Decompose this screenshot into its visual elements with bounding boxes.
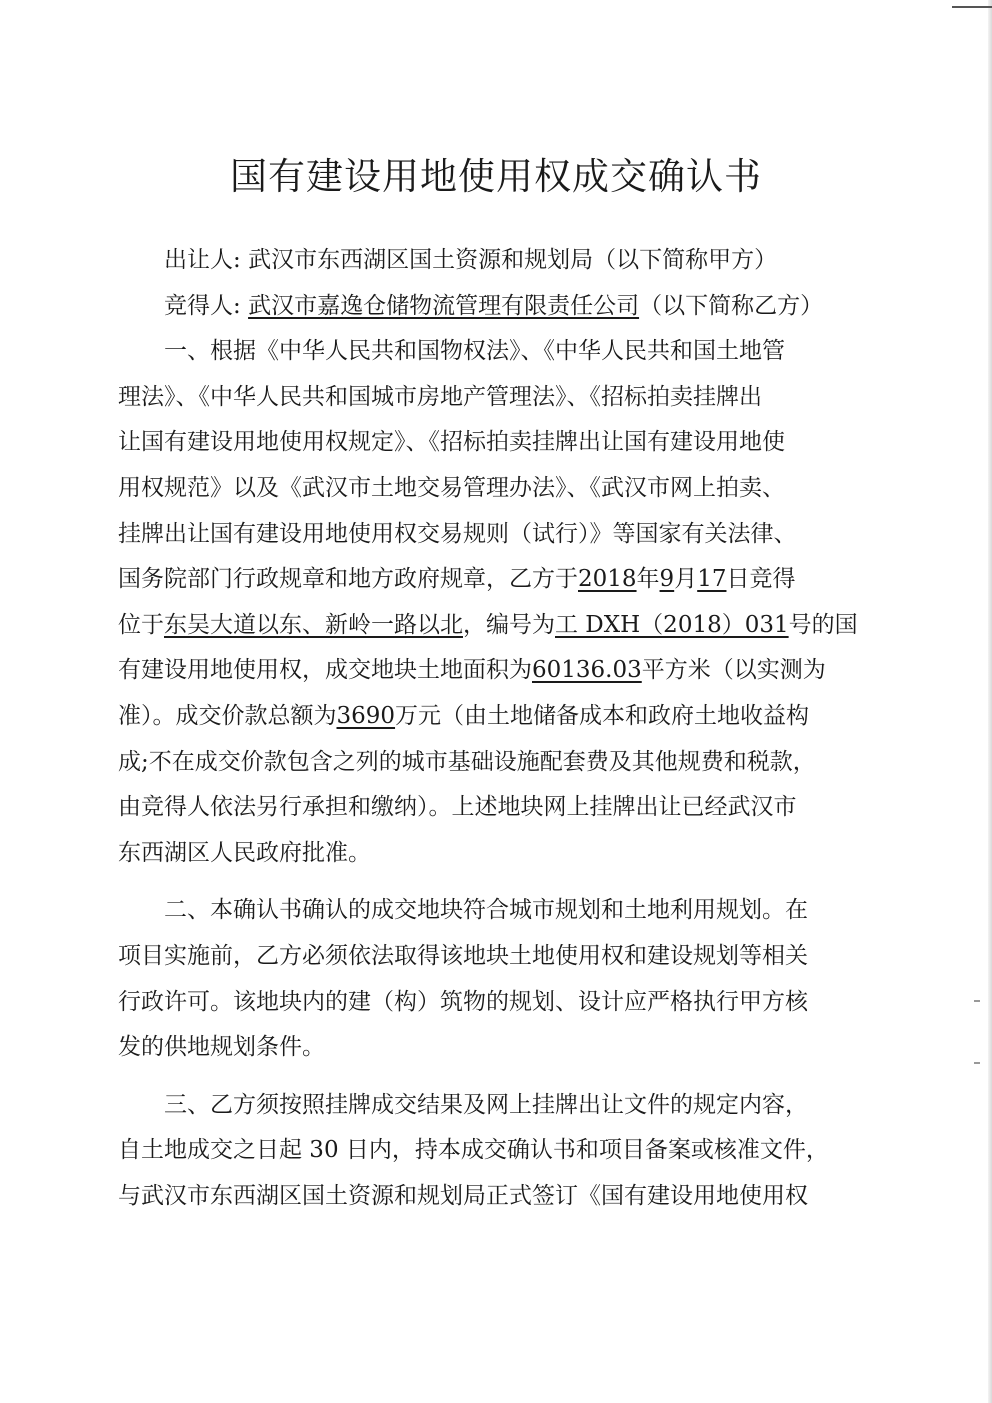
text-fragment: 准）。成交价款总额为 xyxy=(118,702,337,729)
section1-line: 用权规范》以及《武汉市土地交易管理办法》、《武汉市网上拍卖、 xyxy=(118,474,785,501)
transferor-line xyxy=(118,238,878,284)
parcel-location: 东吴大道以东、新岭一路以北 xyxy=(164,611,463,638)
deal-price: 3690 xyxy=(336,702,396,729)
section1-line: 一、根据《中华人民共和国物权法》、《中华人民共和国土地管 xyxy=(164,338,785,365)
text-fragment: 日竞得 xyxy=(726,566,796,593)
text-fragment: 国务院部门行政规章和地方政府规章，乙方于 xyxy=(118,566,578,593)
scan-mark xyxy=(952,6,992,8)
transferor-label: 出让人: xyxy=(164,247,241,273)
deal-year: 2018 xyxy=(578,566,637,593)
transferor-name: 武汉市东西湖区国土资源和规划局 xyxy=(248,247,594,273)
text-fragment: 平方米（以实测为 xyxy=(641,657,826,684)
deal-day: 17 xyxy=(697,566,727,593)
section2-line: 发的供地规划条件。 xyxy=(118,1034,325,1061)
parcel-number: 工 DXH（2018）031 xyxy=(555,611,789,638)
parcel-area: 60136.03 xyxy=(532,657,642,684)
winner-suffix: （以下简称乙方） xyxy=(639,292,824,319)
section1-line xyxy=(118,648,878,694)
section1-line: 东西湖区人民政府批准。 xyxy=(118,839,371,866)
section3-line: 自土地成交之日起 30 日内，持本成交确认书和项目备案或核准文件， xyxy=(118,1137,829,1164)
text-fragment: ，编号为 xyxy=(463,611,555,638)
section1-line: 让国有建设用地使用权规定》、《招标拍卖挂牌出让国有建设用地使 xyxy=(118,429,785,456)
scan-edge xyxy=(988,0,992,1403)
text-fragment: 年 xyxy=(636,566,660,593)
section1-line: 由竞得人依法另行承担和缴纳）。上述地块网上挂牌出让已经武汉市 xyxy=(118,794,797,821)
text-fragment: 万元（由土地储备成本和政府土地收益构 xyxy=(395,702,810,729)
section1-line xyxy=(118,603,878,649)
winner-name: 武汉市嘉逸仓储物流管理有限责任公司 xyxy=(248,292,640,319)
text-fragment: 有建设用地使用权，成交地块土地面积为 xyxy=(118,657,532,684)
text-fragment: 位于 xyxy=(118,611,164,638)
section1-line: 挂牌出让国有建设用地使用权交易规则（试行）》等国家有关法律、 xyxy=(118,520,797,547)
winner-label: 竞得人: xyxy=(164,292,241,319)
winner-line xyxy=(118,284,878,330)
transferor-suffix: （以下简称甲方） xyxy=(593,247,778,273)
text-fragment: 号的国 xyxy=(788,611,858,638)
scan-tick xyxy=(974,1000,980,1002)
section1-line: 理法》、《中华人民共和国城市房地产管理法》、《招标拍卖挂牌出 xyxy=(118,383,762,410)
section2-line: 二、本确认书确认的成交地块符合城市规划和土地利用规划。在 xyxy=(164,897,808,924)
section1-line xyxy=(118,557,878,603)
text-fragment: 月 xyxy=(674,566,698,593)
section1-line xyxy=(118,694,878,740)
document-body xyxy=(118,238,878,1219)
deal-month: 9 xyxy=(659,566,675,593)
section2-line: 行政许可。该地块内的建（构）筑物的规划、设计应严格执行甲方核 xyxy=(118,988,808,1015)
paragraph-gap xyxy=(118,1071,878,1083)
section1-line: 成;不在成交价款包含之列的城市基础设施配套费及其他规费和税款， xyxy=(118,748,816,775)
section3-line: 与武汉市东西湖区国土资源和规划局正式签订《国有建设用地使用权 xyxy=(118,1182,808,1209)
section3-line: 三、乙方须按照挂牌成交结果及网上挂牌出让文件的规定内容， xyxy=(164,1091,808,1118)
document-title: 国有建设用地使用权成交确认书 xyxy=(230,155,762,198)
scan-tick xyxy=(974,1062,980,1064)
paragraph-gap xyxy=(118,876,878,888)
section2-line: 项目实施前，乙方必须依法取得该地块土地使用权和建设规划等相关 xyxy=(118,942,808,969)
